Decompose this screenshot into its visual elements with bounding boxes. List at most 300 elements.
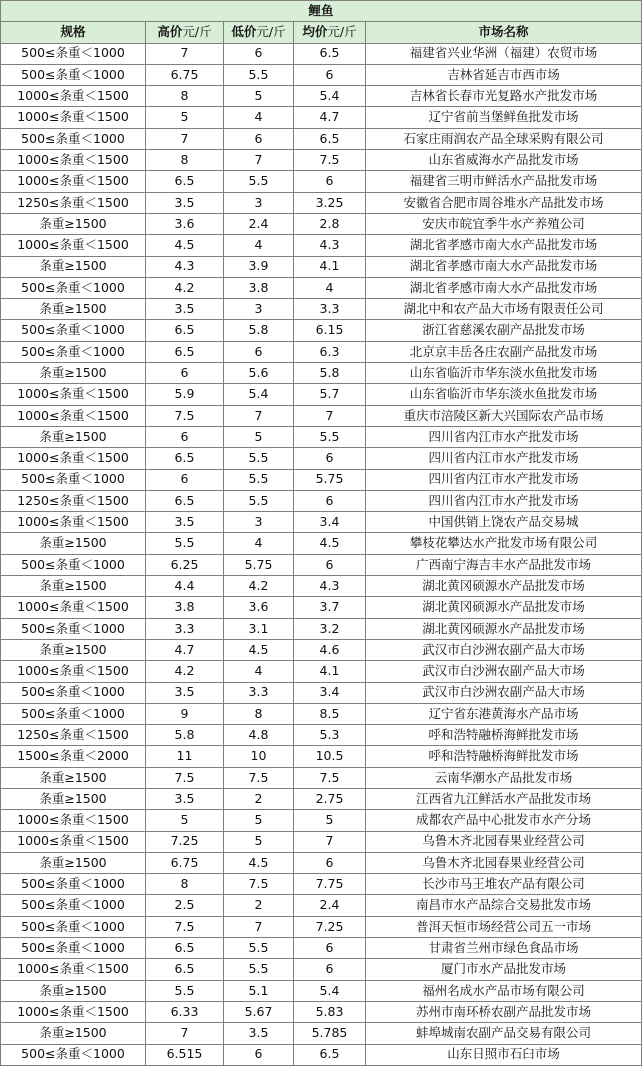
header-avg-label: 均价 [302, 24, 328, 40]
cell-avg: 6 [294, 171, 366, 192]
header-high-label: 高价 [157, 24, 183, 40]
cell-high: 9 [146, 703, 224, 724]
cell-low: 7 [224, 405, 294, 426]
cell-market: 安徽省合肥市周谷堆水产品批发市场 [366, 192, 642, 213]
table-row [1, 1044, 642, 1065]
cell-low: 3.8 [224, 277, 294, 298]
cell-spec: 条重≥1500 [1, 363, 146, 384]
table-row [1, 618, 642, 639]
cell-spec: 500≤条重＜1000 [1, 895, 146, 916]
table-row [1, 213, 642, 234]
cell-spec: 1500≤条重＜2000 [1, 746, 146, 767]
cell-spec: 1000≤条重＜1500 [1, 171, 146, 192]
cell-avg: 3.7 [294, 597, 366, 618]
cell-high: 3.5 [146, 682, 224, 703]
table-row [1, 363, 642, 384]
cell-high: 6.5 [146, 341, 224, 362]
table-row [1, 533, 642, 554]
table-row [1, 788, 642, 809]
cell-high: 3.8 [146, 597, 224, 618]
cell-low: 5.5 [224, 469, 294, 490]
cell-low: 10 [224, 746, 294, 767]
cell-high: 3.5 [146, 512, 224, 533]
table-row [1, 682, 642, 703]
cell-spec: 条重≥1500 [1, 213, 146, 234]
cell-spec: 1000≤条重＜1500 [1, 661, 146, 682]
cell-avg: 4.1 [294, 256, 366, 277]
table-row [1, 746, 642, 767]
table-row [1, 469, 642, 490]
cell-spec: 条重≥1500 [1, 256, 146, 277]
table-row [1, 107, 642, 128]
cell-market: 辽宁省东港黄海水产品市场 [366, 703, 642, 724]
cell-spec: 500≤条重＜1000 [1, 618, 146, 639]
table-row [1, 277, 642, 298]
table-row [1, 320, 642, 341]
cell-market: 普洱天恒市场经营公司五一市场 [366, 916, 642, 937]
cell-low: 5.1 [224, 980, 294, 1001]
cell-spec: 1250≤条重＜1500 [1, 490, 146, 511]
cell-low: 5.5 [224, 959, 294, 980]
cell-spec: 1000≤条重＜1500 [1, 959, 146, 980]
cell-high: 4.2 [146, 661, 224, 682]
table-row [1, 852, 642, 873]
cell-market: 乌鲁木齐北园春果业经营公司 [366, 852, 642, 873]
table-title-row [1, 1, 642, 22]
cell-high: 4.4 [146, 576, 224, 597]
cell-high: 6 [146, 469, 224, 490]
cell-avg: 7.5 [294, 150, 366, 171]
cell-high: 7.5 [146, 405, 224, 426]
cell-high: 6.5 [146, 171, 224, 192]
table-row [1, 810, 642, 831]
cell-market: 江西省九江鲜活水产品批发市场 [366, 788, 642, 809]
cell-low: 6 [224, 43, 294, 64]
cell-high: 6.5 [146, 320, 224, 341]
cell-high: 4.2 [146, 277, 224, 298]
table-title: 鲤鱼 [1, 1, 642, 22]
cell-low: 4 [224, 235, 294, 256]
cell-avg: 6.5 [294, 128, 366, 149]
cell-market: 湖北省孝感市南大水产品批发市场 [366, 235, 642, 256]
cell-high: 7 [146, 43, 224, 64]
cell-low: 4.5 [224, 852, 294, 873]
table-row [1, 639, 642, 660]
cell-spec: 条重≥1500 [1, 639, 146, 660]
cell-spec: 1250≤条重＜1500 [1, 192, 146, 213]
cell-avg: 6.5 [294, 43, 366, 64]
cell-market: 吉林省长春市光复路水产批发市场 [366, 86, 642, 107]
cell-low: 4.8 [224, 725, 294, 746]
cell-spec: 条重≥1500 [1, 980, 146, 1001]
cell-avg: 4.6 [294, 639, 366, 660]
cell-high: 8 [146, 86, 224, 107]
cell-avg: 5.7 [294, 384, 366, 405]
cell-market: 湖北省孝感市南大水产品批发市场 [366, 277, 642, 298]
cell-high: 6 [146, 363, 224, 384]
cell-low: 5.5 [224, 64, 294, 85]
cell-spec: 1000≤条重＜1500 [1, 384, 146, 405]
cell-high: 6.5 [146, 490, 224, 511]
cell-low: 5.4 [224, 384, 294, 405]
cell-high: 7 [146, 1023, 224, 1044]
cell-low: 7.5 [224, 767, 294, 788]
cell-high: 3.5 [146, 299, 224, 320]
cell-spec: 500≤条重＜1000 [1, 43, 146, 64]
table-body [1, 43, 642, 1065]
cell-high: 3.5 [146, 192, 224, 213]
cell-spec: 1000≤条重＜1500 [1, 1001, 146, 1022]
cell-spec: 500≤条重＜1000 [1, 682, 146, 703]
cell-high: 6.5 [146, 959, 224, 980]
cell-avg: 6 [294, 852, 366, 873]
cell-high: 3.6 [146, 213, 224, 234]
cell-market: 广西南宁海吉丰水产品批发市场 [366, 554, 642, 575]
cell-low: 3 [224, 299, 294, 320]
cell-low: 5.5 [224, 938, 294, 959]
table-row [1, 1023, 642, 1044]
table-row [1, 512, 642, 533]
cell-high: 4.3 [146, 256, 224, 277]
cell-low: 5 [224, 810, 294, 831]
cell-market: 湖北黄冈硕源水产品批发市场 [366, 597, 642, 618]
cell-high: 6.515 [146, 1044, 224, 1065]
cell-market: 吉林省延吉市西市场 [366, 64, 642, 85]
cell-spec: 1250≤条重＜1500 [1, 725, 146, 746]
cell-low: 2 [224, 895, 294, 916]
table-row [1, 831, 642, 852]
cell-market: 辽宁省前当堡鲜鱼批发市场 [366, 107, 642, 128]
cell-market: 云南华潮水产品批发市场 [366, 767, 642, 788]
cell-avg: 5.3 [294, 725, 366, 746]
header-low-label: 低价 [231, 24, 257, 40]
cell-avg: 5.785 [294, 1023, 366, 1044]
cell-market: 四川省内江市水产批发市场 [366, 469, 642, 490]
cell-spec: 500≤条重＜1000 [1, 874, 146, 895]
cell-low: 3.9 [224, 256, 294, 277]
cell-market: 湖北中和农产品大市场有限责任公司 [366, 299, 642, 320]
table-row [1, 150, 642, 171]
cell-low: 2 [224, 788, 294, 809]
cell-high: 6.5 [146, 448, 224, 469]
header-low [224, 22, 294, 43]
table-row [1, 703, 642, 724]
table-row [1, 895, 642, 916]
header-spec: 规格 [1, 22, 146, 43]
cell-low: 5 [224, 831, 294, 852]
cell-avg: 3.25 [294, 192, 366, 213]
header-high-unit: 元/斤 [182, 24, 212, 40]
cell-market: 石家庄雨润农产品全球采购有限公司 [366, 128, 642, 149]
cell-spec: 1000≤条重＜1500 [1, 512, 146, 533]
header-high [146, 22, 224, 43]
cell-low: 4 [224, 533, 294, 554]
cell-market: 甘肃省兰州市绿色食品市场 [366, 938, 642, 959]
cell-low: 5.67 [224, 1001, 294, 1022]
cell-high: 7.5 [146, 767, 224, 788]
header-avg [294, 22, 366, 43]
cell-low: 6 [224, 341, 294, 362]
cell-low: 6 [224, 128, 294, 149]
table-row [1, 980, 642, 1001]
cell-avg: 4.7 [294, 107, 366, 128]
cell-spec: 条重≥1500 [1, 426, 146, 447]
cell-high: 4.5 [146, 235, 224, 256]
table-row [1, 256, 642, 277]
cell-low: 5.6 [224, 363, 294, 384]
cell-avg: 7.75 [294, 874, 366, 895]
cell-avg: 3.4 [294, 682, 366, 703]
cell-avg: 6 [294, 448, 366, 469]
table-row [1, 43, 642, 64]
cell-market: 呼和浩特融桥海鲜批发市场 [366, 746, 642, 767]
cell-avg: 4.3 [294, 235, 366, 256]
cell-spec: 1000≤条重＜1500 [1, 86, 146, 107]
cell-avg: 6 [294, 938, 366, 959]
cell-market: 乌鲁木齐北园春果业经营公司 [366, 831, 642, 852]
table-row [1, 426, 642, 447]
cell-high: 7.5 [146, 916, 224, 937]
header-avg-unit: 元/斤 [327, 24, 357, 40]
header-market: 市场名称 [366, 22, 642, 43]
cell-spec: 500≤条重＜1000 [1, 64, 146, 85]
cell-low: 5 [224, 86, 294, 107]
cell-market: 福州名成水产品市场有限公司 [366, 980, 642, 1001]
cell-market: 四川省内江市水产批发市场 [366, 448, 642, 469]
cell-high: 6 [146, 426, 224, 447]
cell-market: 厦门市水产品批发市场 [366, 959, 642, 980]
table-row [1, 597, 642, 618]
cell-spec: 条重≥1500 [1, 576, 146, 597]
table-row [1, 128, 642, 149]
cell-market: 湖北黄冈硕源水产品批发市场 [366, 576, 642, 597]
cell-spec: 1000≤条重＜1500 [1, 107, 146, 128]
table-row [1, 405, 642, 426]
cell-high: 5 [146, 810, 224, 831]
table-row [1, 661, 642, 682]
cell-avg: 5.75 [294, 469, 366, 490]
table-row [1, 725, 642, 746]
cell-avg: 5.4 [294, 980, 366, 1001]
cell-high: 5 [146, 107, 224, 128]
cell-avg: 5.5 [294, 426, 366, 447]
cell-avg: 5.4 [294, 86, 366, 107]
cell-market: 成都农产品中心批发市水产分场 [366, 810, 642, 831]
cell-low: 4 [224, 661, 294, 682]
cell-high: 3.5 [146, 788, 224, 809]
cell-avg: 10.5 [294, 746, 366, 767]
cell-market: 四川省内江市水产批发市场 [366, 490, 642, 511]
cell-avg: 6.5 [294, 1044, 366, 1065]
cell-low: 5.8 [224, 320, 294, 341]
cell-market: 蚌埠城南农副产品交易有限公司 [366, 1023, 642, 1044]
cell-high: 6.33 [146, 1001, 224, 1022]
cell-avg: 2.75 [294, 788, 366, 809]
cell-low: 5.5 [224, 171, 294, 192]
cell-high: 4.7 [146, 639, 224, 660]
cell-low: 5.75 [224, 554, 294, 575]
table-row [1, 341, 642, 362]
cell-high: 6.5 [146, 938, 224, 959]
cell-low: 4.2 [224, 576, 294, 597]
cell-avg: 6 [294, 554, 366, 575]
cell-spec: 500≤条重＜1000 [1, 320, 146, 341]
cell-avg: 7 [294, 405, 366, 426]
table-row [1, 959, 642, 980]
cell-market: 北京京丰岳各庄农副产品批发市场 [366, 341, 642, 362]
cell-avg: 4.5 [294, 533, 366, 554]
cell-avg: 7 [294, 831, 366, 852]
cell-spec: 500≤条重＜1000 [1, 277, 146, 298]
header-row [1, 22, 642, 43]
cell-avg: 7.5 [294, 767, 366, 788]
cell-high: 3.3 [146, 618, 224, 639]
cell-low: 3.3 [224, 682, 294, 703]
cell-avg: 5.8 [294, 363, 366, 384]
cell-high: 5.5 [146, 980, 224, 1001]
cell-market: 呼和浩特融桥海鲜批发市场 [366, 725, 642, 746]
cell-market: 南昌市水产品综合交易批发市场 [366, 895, 642, 916]
cell-market: 苏州市南环桥农副产品批发市场 [366, 1001, 642, 1022]
cell-avg: 3.3 [294, 299, 366, 320]
cell-high: 6.25 [146, 554, 224, 575]
cell-market: 浙江省慈溪农副产品批发市场 [366, 320, 642, 341]
cell-avg: 7.25 [294, 916, 366, 937]
cell-market: 长沙市马王堆农产品有限公司 [366, 874, 642, 895]
table-row [1, 1001, 642, 1022]
cell-high: 5.5 [146, 533, 224, 554]
cell-avg: 2.4 [294, 895, 366, 916]
cell-spec: 条重≥1500 [1, 299, 146, 320]
cell-low: 3 [224, 192, 294, 213]
cell-avg: 6 [294, 490, 366, 511]
cell-low: 4.5 [224, 639, 294, 660]
cell-avg: 4.1 [294, 661, 366, 682]
cell-avg: 4.3 [294, 576, 366, 597]
cell-avg: 6 [294, 959, 366, 980]
cell-spec: 500≤条重＜1000 [1, 1044, 146, 1065]
cell-low: 5 [224, 426, 294, 447]
cell-market: 四川省内江市水产批发市场 [366, 426, 642, 447]
cell-low: 2.4 [224, 213, 294, 234]
cell-spec: 1000≤条重＜1500 [1, 810, 146, 831]
cell-market: 山东省威海水产品批发市场 [366, 150, 642, 171]
cell-avg: 6.3 [294, 341, 366, 362]
cell-spec: 1000≤条重＜1500 [1, 405, 146, 426]
cell-high: 7 [146, 128, 224, 149]
cell-low: 5.5 [224, 448, 294, 469]
table-row [1, 299, 642, 320]
table-row [1, 192, 642, 213]
table-row [1, 938, 642, 959]
cell-high: 7.25 [146, 831, 224, 852]
cell-avg: 3.4 [294, 512, 366, 533]
table-row [1, 64, 642, 85]
cell-low: 3.6 [224, 597, 294, 618]
table-row [1, 490, 642, 511]
cell-spec: 条重≥1500 [1, 533, 146, 554]
table-row [1, 235, 642, 256]
cell-market: 武汉市白沙洲农副产品大市场 [366, 682, 642, 703]
cell-avg: 6 [294, 64, 366, 85]
cell-spec: 500≤条重＜1000 [1, 554, 146, 575]
table-row [1, 874, 642, 895]
cell-spec: 500≤条重＜1000 [1, 938, 146, 959]
cell-avg: 2.8 [294, 213, 366, 234]
cell-spec: 1000≤条重＜1500 [1, 448, 146, 469]
cell-spec: 条重≥1500 [1, 767, 146, 788]
cell-spec: 500≤条重＜1000 [1, 341, 146, 362]
cell-high: 8 [146, 150, 224, 171]
cell-spec: 500≤条重＜1000 [1, 469, 146, 490]
cell-low: 4 [224, 107, 294, 128]
cell-spec: 1000≤条重＜1500 [1, 597, 146, 618]
cell-market: 湖北黄冈硕源水产品批发市场 [366, 618, 642, 639]
cell-spec: 500≤条重＜1000 [1, 128, 146, 149]
cell-spec: 1000≤条重＜1500 [1, 831, 146, 852]
cell-high: 11 [146, 746, 224, 767]
cell-market: 攀枝花攀达水产批发市场有限公司 [366, 533, 642, 554]
table-row [1, 916, 642, 937]
cell-market: 福建省兴业华洲（福建）农贸市场 [366, 43, 642, 64]
cell-avg: 6.15 [294, 320, 366, 341]
cell-high: 5.8 [146, 725, 224, 746]
table-row [1, 171, 642, 192]
cell-spec: 1000≤条重＜1500 [1, 150, 146, 171]
table-row [1, 384, 642, 405]
cell-market: 重庆市涪陵区新大兴国际农产品市场 [366, 405, 642, 426]
cell-avg: 5 [294, 810, 366, 831]
header-low-unit: 元/斤 [256, 24, 286, 40]
cell-low: 7 [224, 916, 294, 937]
cell-low: 6 [224, 1044, 294, 1065]
cell-high: 5.9 [146, 384, 224, 405]
cell-low: 7.5 [224, 874, 294, 895]
cell-low: 8 [224, 703, 294, 724]
cell-low: 3.5 [224, 1023, 294, 1044]
cell-high: 6.75 [146, 852, 224, 873]
cell-low: 3.1 [224, 618, 294, 639]
cell-high: 6.75 [146, 64, 224, 85]
table-row [1, 448, 642, 469]
cell-market: 福建省三明市鲜活水产品批发市场 [366, 171, 642, 192]
cell-market: 中国供销上饶农产品交易城 [366, 512, 642, 533]
cell-market: 山东日照市石臼市场 [366, 1044, 642, 1065]
cell-avg: 3.2 [294, 618, 366, 639]
cell-spec: 500≤条重＜1000 [1, 916, 146, 937]
cell-spec: 条重≥1500 [1, 788, 146, 809]
cell-avg: 5.83 [294, 1001, 366, 1022]
table-row [1, 767, 642, 788]
table-row [1, 554, 642, 575]
cell-low: 5.5 [224, 490, 294, 511]
table-row [1, 576, 642, 597]
cell-market: 山东省临沂市华东淡水鱼批发市场 [366, 384, 642, 405]
cell-market: 山东省临沂市华东淡水鱼批发市场 [366, 363, 642, 384]
cell-spec: 条重≥1500 [1, 852, 146, 873]
cell-high: 8 [146, 874, 224, 895]
cell-avg: 8.5 [294, 703, 366, 724]
table-row [1, 86, 642, 107]
cell-low: 3 [224, 512, 294, 533]
cell-spec: 1000≤条重＜1500 [1, 235, 146, 256]
cell-market: 武汉市白沙洲农副产品大市场 [366, 639, 642, 660]
cell-spec: 条重≥1500 [1, 1023, 146, 1044]
cell-market: 武汉市白沙洲农副产品大市场 [366, 661, 642, 682]
cell-market: 安庆市皖宜季牛水产养殖公司 [366, 213, 642, 234]
cell-market: 湖北省孝感市南大水产品批发市场 [366, 256, 642, 277]
cell-avg: 4 [294, 277, 366, 298]
